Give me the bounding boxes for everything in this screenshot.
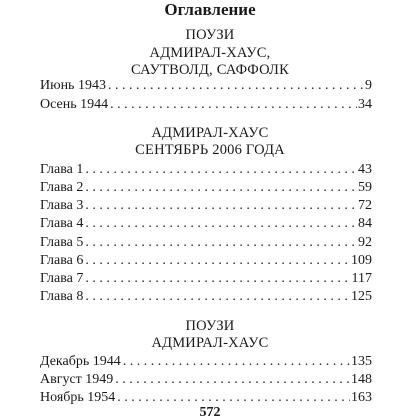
toc-entry[interactable] (40, 215, 372, 233)
toc-entry-page: 163 (351, 390, 372, 405)
toc-entry[interactable] (40, 179, 372, 197)
dot-leader (85, 179, 357, 197)
dot-leader (85, 288, 350, 306)
page-number: 572 (199, 405, 221, 420)
toc-entry[interactable] (40, 252, 372, 270)
toc-entry-label: Осень 1944 (40, 97, 109, 112)
toc-entry-label: Ноябрь 1954 (40, 390, 116, 405)
page-title: Оглавление (164, 0, 256, 19)
toc-entry-page: 72 (358, 198, 372, 213)
toc-entry-label: Глава 6 (40, 253, 84, 268)
dot-leader (115, 371, 350, 389)
toc-entry[interactable] (40, 353, 372, 371)
toc-entry-page: 9 (365, 78, 372, 93)
toc-entry-label: Август 1949 (40, 372, 114, 387)
toc-entry-label: Глава 7 (40, 271, 84, 286)
toc-entry-page: 109 (351, 253, 372, 268)
dot-leader (85, 234, 357, 252)
toc-entry-page: 34 (358, 97, 372, 112)
dot-leader (85, 161, 357, 179)
toc-entry[interactable] (40, 197, 372, 215)
toc-entry-label: Глава 2 (40, 180, 84, 195)
toc-entry-label: Декабрь 1944 (40, 354, 121, 369)
section-heading: САУТВОЛД, САФФОЛК (131, 62, 289, 78)
toc-entry[interactable] (40, 288, 372, 306)
toc-entry-page: 125 (351, 289, 372, 304)
toc-entry-page: 59 (358, 180, 372, 195)
toc-entry-page: 84 (358, 216, 372, 231)
section-heading: ПОУЗИ (185, 27, 235, 43)
section-heading: АДМИРАЛ-ХАУС, (149, 45, 271, 61)
toc-entry[interactable] (40, 96, 372, 114)
toc-entry-page: 148 (351, 372, 372, 387)
dot-leader (85, 197, 357, 215)
dot-leader (123, 353, 350, 371)
toc-entry-page: 92 (358, 235, 372, 250)
toc-entry-page: 135 (351, 354, 372, 369)
toc-entry[interactable] (40, 270, 372, 288)
toc-entry[interactable] (40, 371, 372, 389)
dot-leader (117, 389, 350, 407)
dot-leader (85, 270, 350, 288)
toc-entry-label: Июнь 1943 (40, 78, 106, 93)
toc-entry-label: Глава 5 (40, 235, 84, 250)
dot-leader (108, 77, 364, 95)
toc-entry-label: Глава 1 (40, 162, 84, 177)
section-heading: АДМИРАЛ-ХАУС (151, 335, 269, 351)
toc-entry[interactable] (40, 77, 372, 95)
toc-entry[interactable] (40, 234, 372, 252)
dot-leader (85, 215, 357, 233)
section-heading: СЕНТЯБРЬ 2006 ГОДА (135, 142, 285, 158)
section-heading: ПОУЗИ (185, 318, 235, 334)
section-heading: АДМИРАЛ-ХАУС (151, 125, 269, 141)
toc-entry-label: Глава 4 (40, 216, 84, 231)
dot-leader (85, 252, 350, 270)
toc-entry[interactable] (40, 161, 372, 179)
toc-entry-page: 43 (358, 162, 372, 177)
toc-entry-label: Глава 3 (40, 198, 84, 213)
dot-leader (110, 96, 357, 114)
toc-entry-page: 117 (351, 271, 372, 286)
toc-entry-label: Глава 8 (40, 289, 84, 304)
